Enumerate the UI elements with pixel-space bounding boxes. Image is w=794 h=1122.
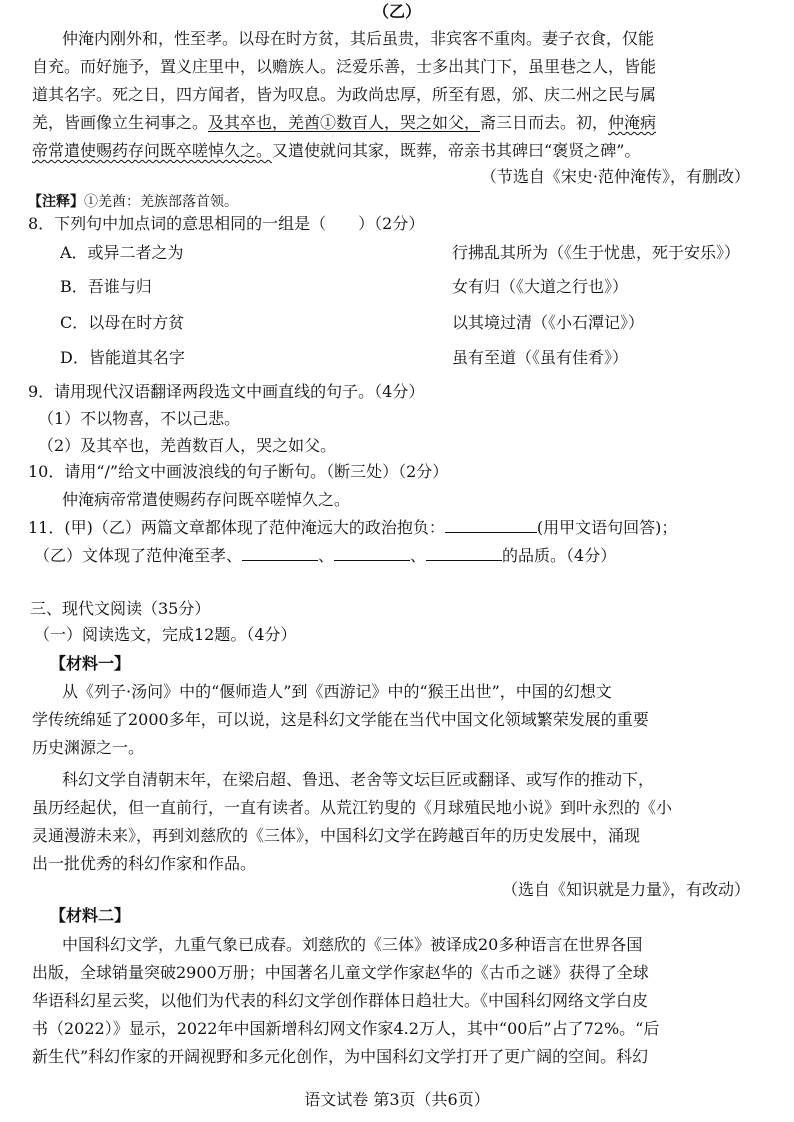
q8-option-c-left: C．以母在时方贫 [60, 313, 185, 332]
q11-line-2 [34, 544, 768, 568]
text-b-plain: 斋三日而去。初， [480, 113, 609, 132]
m2-line-1: 中国科幻文学，九重气象已成春。刘慈欣的《三体》被译成20多种语言在世界各国 [62, 935, 643, 954]
m1-line-4: 科幻文学自清朝末年，在梁启超、鲁迅、老舍等文坛巨匠或翻译、或写作的推动下， [62, 770, 655, 789]
text-b-line-1: 仲淹内刚外和，性至孝。以母在时方贫，其后虽贵，非宾客不重肉。妻子衣食，仅能 [62, 29, 655, 48]
answer-blank[interactable] [334, 544, 410, 561]
q9-stem: 9．请用现代汉语翻译两段选文中画直线的句子。（4分） [28, 382, 425, 401]
q11-sep: 、 [410, 546, 427, 565]
material-1-label: 【材料一】 [50, 654, 131, 673]
part3-sub: （一）阅读选文，完成12题。（4分） [34, 625, 297, 644]
m1-line-3: 历史渊源之一。 [32, 738, 145, 757]
part3-heading: 三、现代文阅读（35分） [30, 599, 211, 618]
text-b-line-3: 道其名字。死之日，四方闻者，皆为叹息。为政尚忠厚，所至有恩，邠、庆二州之民与属 [32, 85, 657, 104]
m2-line-5: 新生代”科幻作家的开阔视野和多元化创作，为中国科幻文学打开了更广阔的空间。科幻 [32, 1047, 649, 1066]
section-label: （乙） [372, 2, 421, 21]
q8-option-b [60, 275, 768, 299]
q8-option-d-left: D．皆能道其名字 [60, 348, 185, 367]
note-label: 【注释】 [28, 194, 84, 210]
m1-source: （选自《知识就是力量》，有改动） [501, 880, 750, 899]
m1-line-5: 虽历经起伏，但一直前行，一直有读者。从荒江钓叟的《月球殖民地小说》到叶永烈的《小 [32, 798, 673, 817]
q11-sep: 、 [318, 546, 335, 565]
answer-blank[interactable] [445, 516, 537, 533]
text-b-plain: 羌，皆画像立生祠事之。 [32, 113, 209, 132]
q11-text: （乙）文体现了范仲淹至孝、 [34, 546, 243, 565]
note [28, 190, 768, 214]
underlined-sentence: 及其卒也，羌酋①数百人，哭之如父， [208, 113, 481, 132]
q10-stem: 10．请用“/”给文中画波浪线的句子断句。（断三处）（2分） [28, 462, 449, 481]
page-footer: 语文试卷 第3页（共6页） [304, 1090, 490, 1109]
wavy-sentence-part2: 帝常遣使赐药存问既卒嗟悼久之。 [32, 141, 273, 160]
note-text: ①羌酋：羌族部落首领。 [84, 194, 238, 210]
m2-line-4: 书（2022）》显示，2022年中国新增科幻网文作家4.2万人，其中“00后”占了72%。“后 [32, 1019, 660, 1038]
text-b-line-2: 自充。而好施予，置义庄里中，以赡族人。泛爱乐善，士多出其门下，虽里巷之人，皆能 [32, 57, 657, 76]
q8-option-d [60, 346, 768, 370]
answer-blank[interactable] [426, 544, 502, 561]
source-b: （节选自《宋史·范仲淹传》，有删改） [480, 167, 750, 186]
q10-text: 仲淹病帝常遣使赐药存问既卒嗟悼久之。 [62, 490, 351, 509]
q11-text: 11．(甲)（乙）两篇文章都体现了范仲淹远大的政治抱负： [28, 518, 445, 537]
m1-line-7: 出一批优秀的科幻作家和作品。 [32, 854, 257, 873]
text-b-line-4 [32, 111, 768, 135]
material-2-label: 【材料二】 [50, 906, 131, 925]
q9-item-1: （1）不以物喜，不以己悲。 [38, 409, 241, 428]
q8-option-c [60, 311, 768, 335]
q8-option-d-right: 虽有至道（《虽有佳肴》） [452, 348, 629, 367]
q8-option-c-right: 以其境过清（《小石潭记》） [452, 313, 645, 332]
m2-line-2: 出版，全球销量突破2900万册；中国著名儿童文学作家赵华的《古币之谜》获得了全球 [32, 963, 649, 982]
m1-line-1: 从《列子·汤问》中的“偃师造人”到《西游记》中的“猴王出世”，中国的幻想文 [62, 682, 612, 701]
m1-line-6: 灵通漫游未来》，再到刘慈欣的《三体》，中国科幻文学在跨越百年的历史发展中，涌现 [32, 826, 641, 845]
m1-line-2: 学传统绵延了2000多年，可以说，这是科幻文学能在当代中国文化领域繁荣发展的重要 [32, 710, 649, 729]
q11-text: (用甲文语句回答)； [536, 518, 678, 537]
q8-option-a [60, 241, 768, 265]
answer-blank[interactable] [242, 544, 318, 561]
q8-option-b-left: B．吾谁与归 [60, 277, 152, 296]
q8-stem: 8．下列句中加点词的意思相同的一组是（ ）（2分） [28, 214, 425, 233]
q11-text: 的品质。（4分） [502, 546, 617, 565]
q8-option-b-right: 女有归（《大道之行也》） [452, 277, 629, 296]
wavy-sentence-part1: 仲淹病 [608, 113, 657, 132]
q8-option-a-left: A．或异二者之为 [60, 243, 184, 262]
m2-line-3: 华语科幻星云奖，以他们为代表的科幻文学创作群体日趋壮大。《中国科幻网络文学白皮 [32, 991, 649, 1010]
q8-option-a-right: 行拂乱其所为（《生于忧患，死于安乐》） [452, 243, 741, 262]
q9-item-2: （2）及其卒也，羌酋数百人，哭之如父。 [38, 436, 337, 455]
text-b-plain: 又遣使就问其家，既葬，帝亲书其碑曰“褒贤之碑”。 [272, 141, 641, 160]
q11-line-1 [28, 516, 768, 540]
text-b-line-5 [32, 139, 768, 163]
